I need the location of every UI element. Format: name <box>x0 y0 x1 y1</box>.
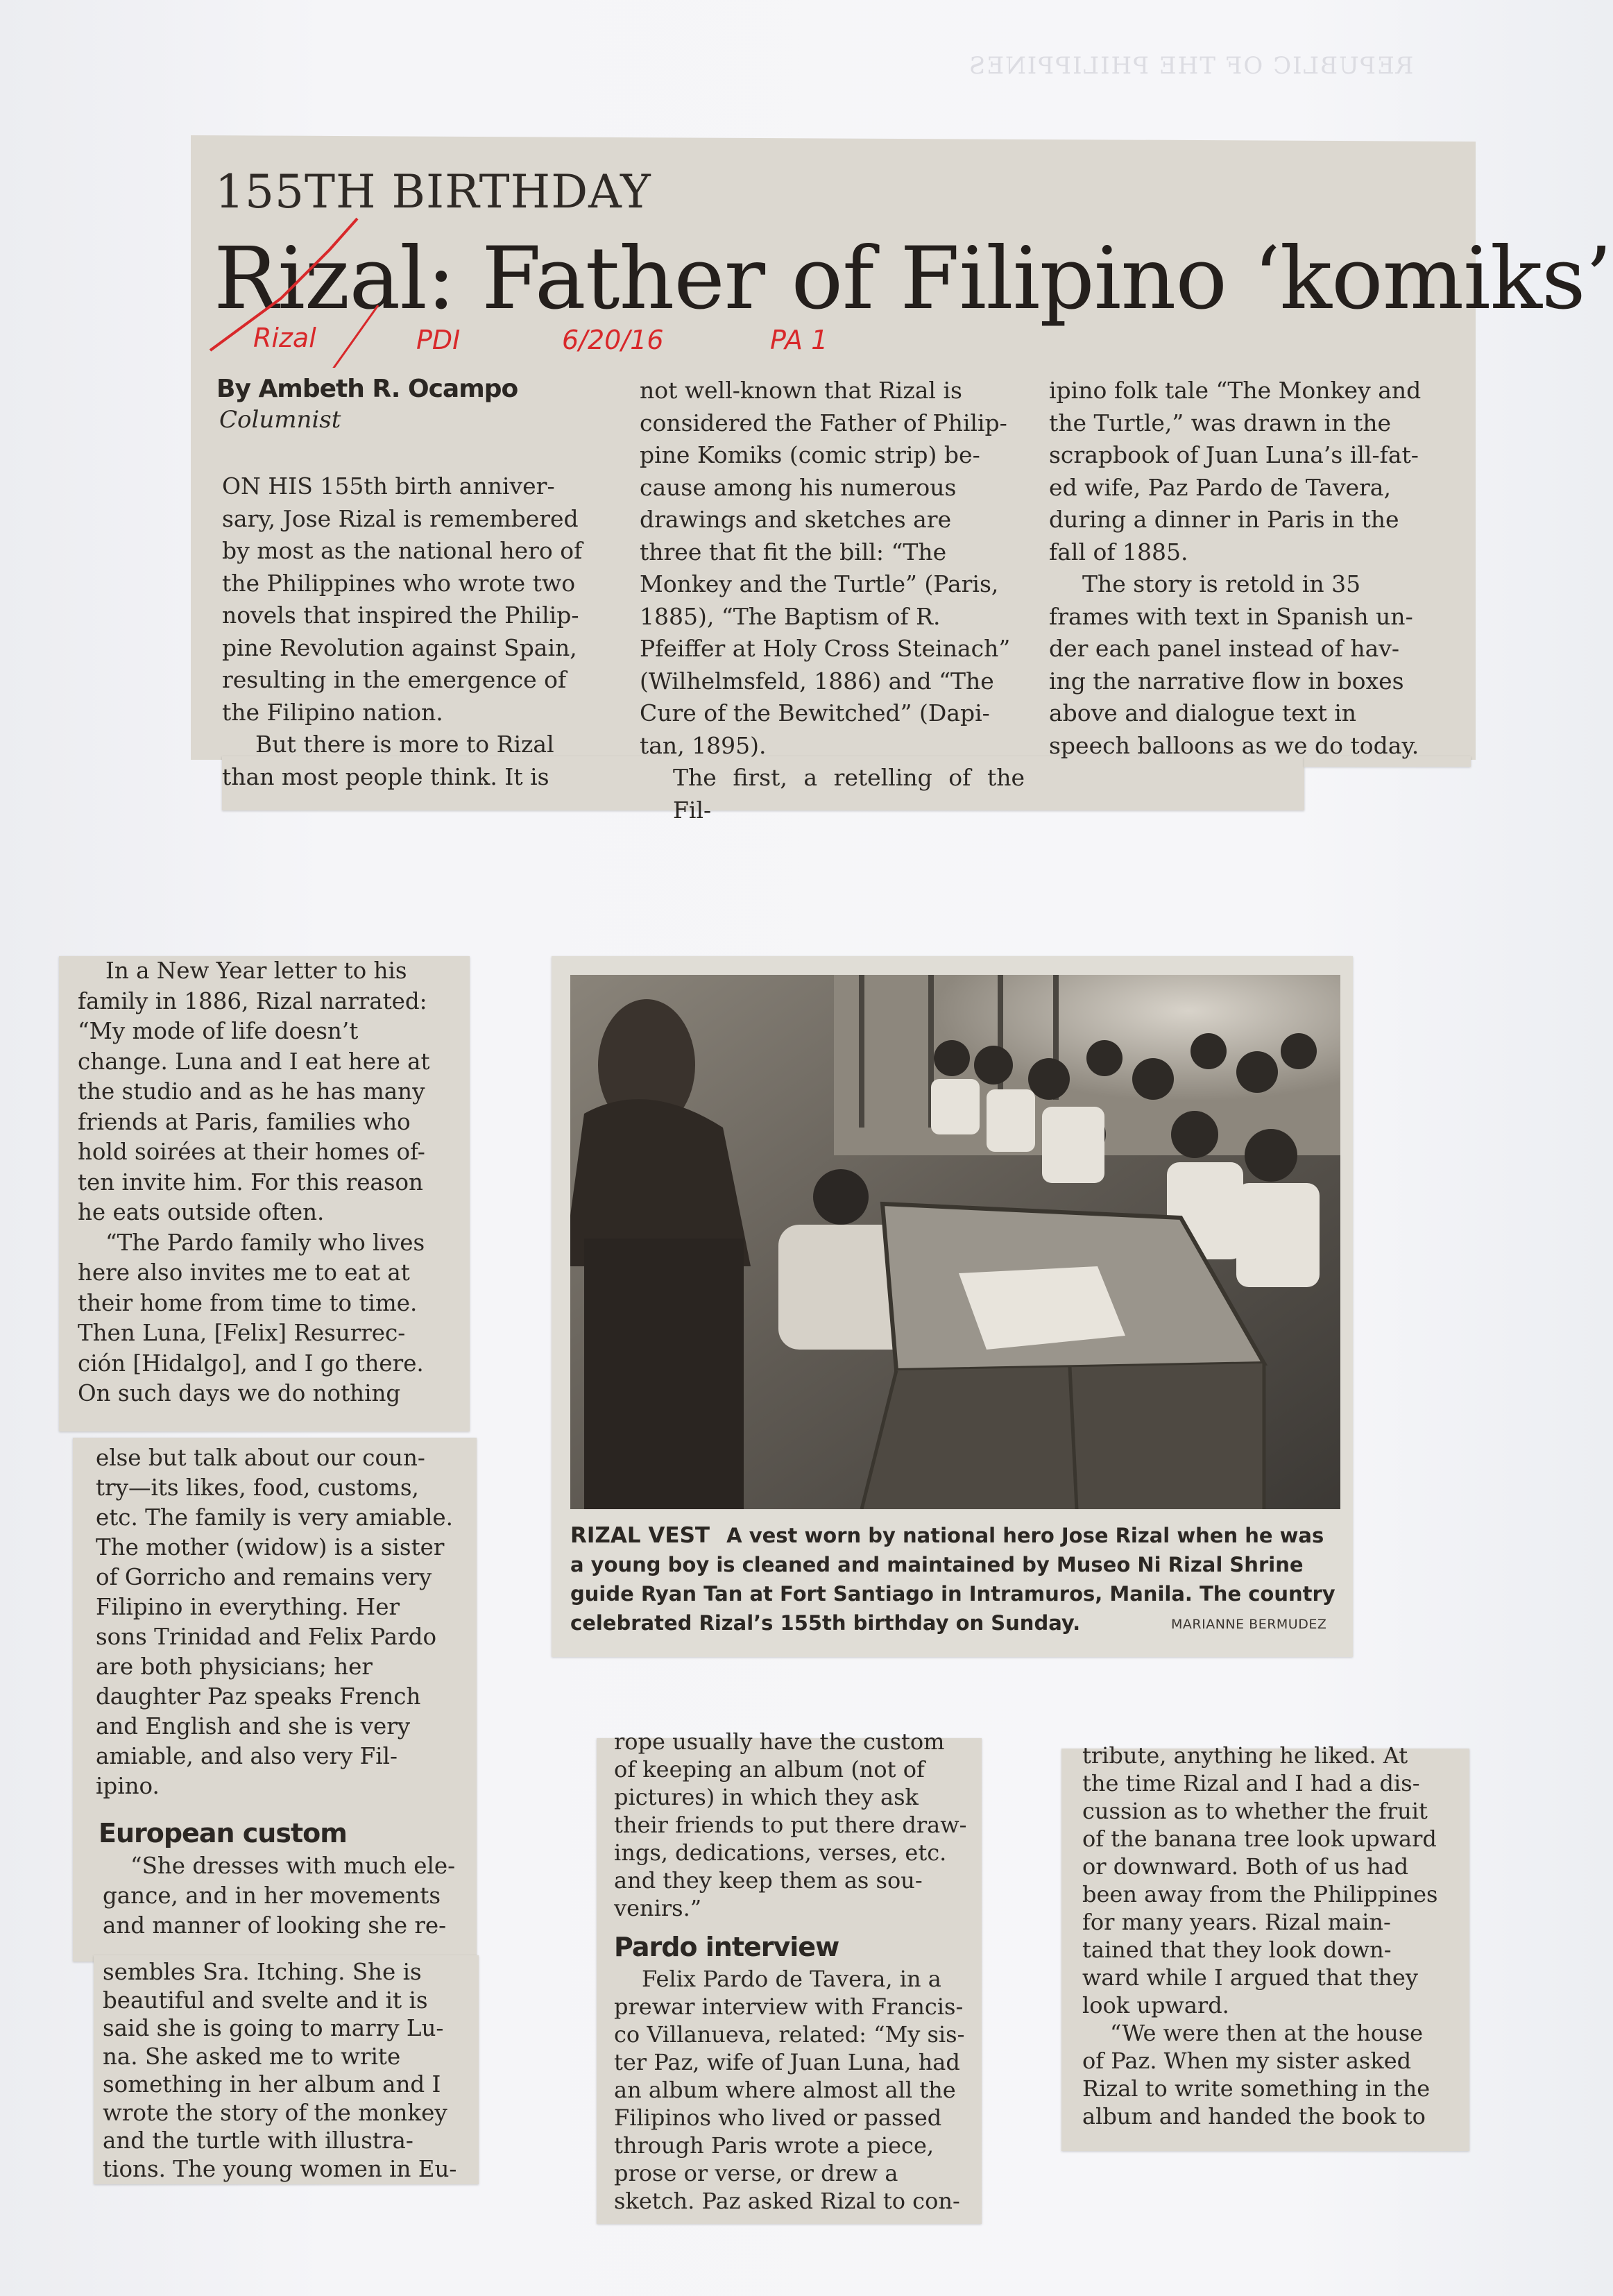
photo-rizal-vest <box>570 975 1340 1509</box>
column-line: On such days we do nothing <box>78 1380 401 1406</box>
column-line: amiable, and also very Fil- <box>96 1743 398 1769</box>
column-line: ward while I argued that they <box>1082 1964 1418 1991</box>
column-line: try—its likes, food, customs, <box>96 1474 419 1501</box>
column-2 <box>640 375 1025 826</box>
column-line: In a New Year letter to his <box>105 958 407 984</box>
column-line: family in 1886, Rizal narrated: <box>78 987 427 1014</box>
column-line: Filipino in everything. Her <box>96 1594 400 1620</box>
column-line: ings, dedications, verses, etc. <box>614 1839 947 1866</box>
column-9 <box>614 1965 982 2215</box>
column-line: said she is going to marry Lu- <box>103 2015 444 2041</box>
column-line: beautiful and svelte and it is <box>103 1987 428 2014</box>
column-line: for many years. Rizal main- <box>1082 1909 1391 1935</box>
column-line: drawings and sketches are <box>640 506 952 533</box>
column-7 <box>103 1958 467 2183</box>
column-line: of the banana tree look upward <box>1082 1826 1437 1852</box>
column-line: The mother (widow) is a sister <box>96 1534 445 1561</box>
column-line: der each panel instead of hav- <box>1049 635 1400 662</box>
column-line: hold soirées at their homes of- <box>78 1139 425 1165</box>
column-line: the time Rizal and I had a dis- <box>1082 1770 1420 1796</box>
ink-note-rizal: Rizal <box>253 323 316 353</box>
column-line: and English and she is very <box>96 1713 411 1740</box>
column-line: Rizal to write something in the <box>1082 2075 1431 2102</box>
column-line: and the turtle with illustra- <box>103 2127 413 2154</box>
column-line: three that fit the bill: “The <box>640 538 947 566</box>
column-line: sembles Sra. Itching. She is <box>103 1959 422 1985</box>
column-line: above and dialogue text in <box>1049 699 1357 726</box>
column-line: been away from the Philippines <box>1082 1881 1438 1907</box>
column-line: change. Luna and I eat here at <box>78 1048 430 1075</box>
column-line: co Villanueva, related: “My sis- <box>614 2021 965 2048</box>
column-line: ing the narrative flow in boxes <box>1049 667 1404 695</box>
column-line: their friends to put there draw- <box>614 1812 967 1838</box>
column-line: friends at Paris, families who <box>78 1108 411 1135</box>
subhead-pardo-interview: Pardo interview <box>614 1932 839 1962</box>
bleed-through-text: REPUBLIC OF THE PHILIPPINES <box>968 52 1414 80</box>
column-10 <box>1082 1742 1453 2130</box>
column-line: the Filipino nation. <box>222 698 443 726</box>
column-line: and they keep them as sou- <box>614 1867 923 1894</box>
column-line: here also invites me to eat at <box>78 1259 410 1286</box>
column-line: wrote the story of the monkey <box>103 2099 447 2126</box>
column-line: of Paz. When my sister asked <box>1082 2048 1412 2074</box>
column-line: something in her album and I <box>103 2071 441 2098</box>
kicker: 155TH BIRTHDAY <box>215 165 651 219</box>
column-line: the Turtle,” was drawn in the <box>1049 409 1392 436</box>
column-line: But there is more to Rizal <box>255 731 554 758</box>
column-line: prose or verse, or drew a <box>614 2160 898 2186</box>
column-line: cause among his numerous <box>640 473 957 501</box>
column-line: rope usually have the custom <box>614 1728 945 1755</box>
column-line: their home from time to time. <box>78 1289 418 1316</box>
column-line: ON HIS 155th birth anniver- <box>222 473 555 500</box>
column-line: Filipinos who lived or passed <box>614 2104 942 2131</box>
column-line: The story is retold in 35 <box>1082 570 1361 597</box>
column-line: by most as the national hero of <box>222 537 583 564</box>
column-line: Felix Pardo de Tavera, in a <box>642 1966 941 1992</box>
column-line: Then Luna, [Felix] Resurrec- <box>78 1320 406 1346</box>
column-line: Pfeiffer at Holy Cross Steinach” <box>640 635 1011 662</box>
column-line: album and handed the book to <box>1082 2103 1426 2129</box>
photo-credit: MARIANNE BERMUDEZ <box>1171 1617 1327 1632</box>
column-line: or downward. Both of us had <box>1082 1853 1409 1880</box>
column-line: ción [Hidalgo], and I go there. <box>78 1350 424 1377</box>
column-6 <box>103 1851 463 1941</box>
column-line: pine Revolution against Spain, <box>222 633 577 661</box>
column-line: than most people think. It is <box>222 763 549 790</box>
column-line: sons Trinidad and Felix Pardo <box>96 1624 437 1650</box>
column-line: frames with text in Spanish un- <box>1049 602 1413 630</box>
column-line: Monkey and the Turtle” (Paris, <box>640 570 999 597</box>
photo-illustration <box>570 975 1340 1509</box>
byline-role: Columnist <box>219 406 341 434</box>
column-line: he eats outside often. <box>78 1199 325 1225</box>
column-line: prewar interview with Francis- <box>614 1993 964 2020</box>
column-line: ed wife, Paz Pardo de Tavera, <box>1049 473 1391 501</box>
column-line: an album where almost all the <box>614 2077 956 2103</box>
ink-note-paper: PDI <box>416 325 461 355</box>
ink-note-page: PA 1 <box>770 325 828 355</box>
column-4 <box>78 956 459 1409</box>
ink-note-date: 6/20/16 <box>562 325 664 355</box>
column-line: tribute, anything he liked. At <box>1082 1742 1408 1769</box>
column-line: through Paris wrote a piece, <box>614 2132 934 2159</box>
subhead-european-custom: European custom <box>99 1818 347 1848</box>
column-line: tions. The young women in Eu- <box>103 2155 457 2182</box>
column-line: of keeping an album (not of <box>614 1756 925 1783</box>
column-line: gance, and in her movements <box>103 1882 441 1909</box>
column-line: The first, a retelling of the Fil- <box>673 764 1025 824</box>
column-line: sary, Jose Rizal is remembered <box>222 504 579 532</box>
column-3 <box>1049 375 1437 762</box>
column-line: scrapbook of Juan Luna’s ill-fat- <box>1049 441 1419 468</box>
column-line: tained that they look down- <box>1082 1937 1392 1963</box>
column-line: of Gorricho and remains very <box>96 1564 432 1590</box>
column-line: 1885), “The Baptism of R. <box>640 602 941 630</box>
caption-lead: RIZAL VEST <box>570 1523 710 1548</box>
column-line: are both physicians; her <box>96 1653 373 1680</box>
ink-strike-mark <box>198 194 447 368</box>
byline: By Ambeth R. Ocampo <box>216 375 518 403</box>
column-line: Cure of the Bewitched” (Dapi- <box>640 699 990 726</box>
column-line: cussion as to whether the fruit <box>1082 1798 1428 1824</box>
column-line: not well-known that Rizal is <box>640 377 962 404</box>
column-line: look upward. <box>1082 1992 1229 2018</box>
column-line: ipino. <box>96 1773 160 1799</box>
column-1 <box>222 470 614 793</box>
column-line: “My mode of life doesn’t <box>78 1018 359 1044</box>
column-line: pictures) in which they ask <box>614 1784 919 1810</box>
column-line: (Wilhelmsfeld, 1886) and “The <box>640 667 994 695</box>
column-line: “The Pardo family who lives <box>105 1229 425 1256</box>
column-line: and manner of looking she re- <box>103 1912 447 1939</box>
column-line: resulting in the emergence of <box>222 666 567 693</box>
column-line: novels that inspired the Philip- <box>222 602 579 629</box>
headline: Rizal: Father of Filipino ‘komiks’ <box>214 229 1612 329</box>
column-8 <box>614 1728 982 1922</box>
caption-text: A vest worn by national hero Jose Rizal when he was a young boy is cleaned and maintained by Museo Ni Rizal Shrine guide Ryan Tan at Fort Santiago in Intramuros, Manila. The country celebrated Rizal’s 155th birthday on Sunday. <box>570 1524 1335 1635</box>
column-line: the Philippines who wrote two <box>222 569 576 597</box>
column-line: ten invite him. For this reason <box>78 1168 423 1196</box>
column-line: ipino folk tale “The Monkey and <box>1049 377 1422 404</box>
column-line: pine Komiks (comic strip) be- <box>640 441 980 468</box>
column-line: venirs.” <box>614 1895 702 1921</box>
column-line: the studio and as he has many <box>78 1078 425 1105</box>
column-line: “We were then at the house <box>1110 2020 1424 2046</box>
column-line: tan, 1895). <box>640 731 767 759</box>
column-line: speech balloons as we do today. <box>1049 731 1419 759</box>
column-line: “She dresses with much ele- <box>130 1853 456 1879</box>
column-5 <box>96 1443 463 1801</box>
column-line: fall of 1885. <box>1049 538 1188 566</box>
column-line: ter Paz, wife of Juan Luna, had <box>614 2049 960 2075</box>
column-line: etc. The family is very amiable. <box>96 1504 453 1531</box>
column-line: na. She asked me to write <box>103 2043 401 2070</box>
column-line: considered the Father of Philip- <box>640 409 1007 436</box>
column-line: sketch. Paz asked Rizal to con- <box>614 2188 960 2214</box>
column-line: else but talk about our coun- <box>96 1445 425 1471</box>
column-line: daughter Paz speaks French <box>96 1683 421 1710</box>
column-line: during a dinner in Paris in the <box>1049 506 1399 533</box>
